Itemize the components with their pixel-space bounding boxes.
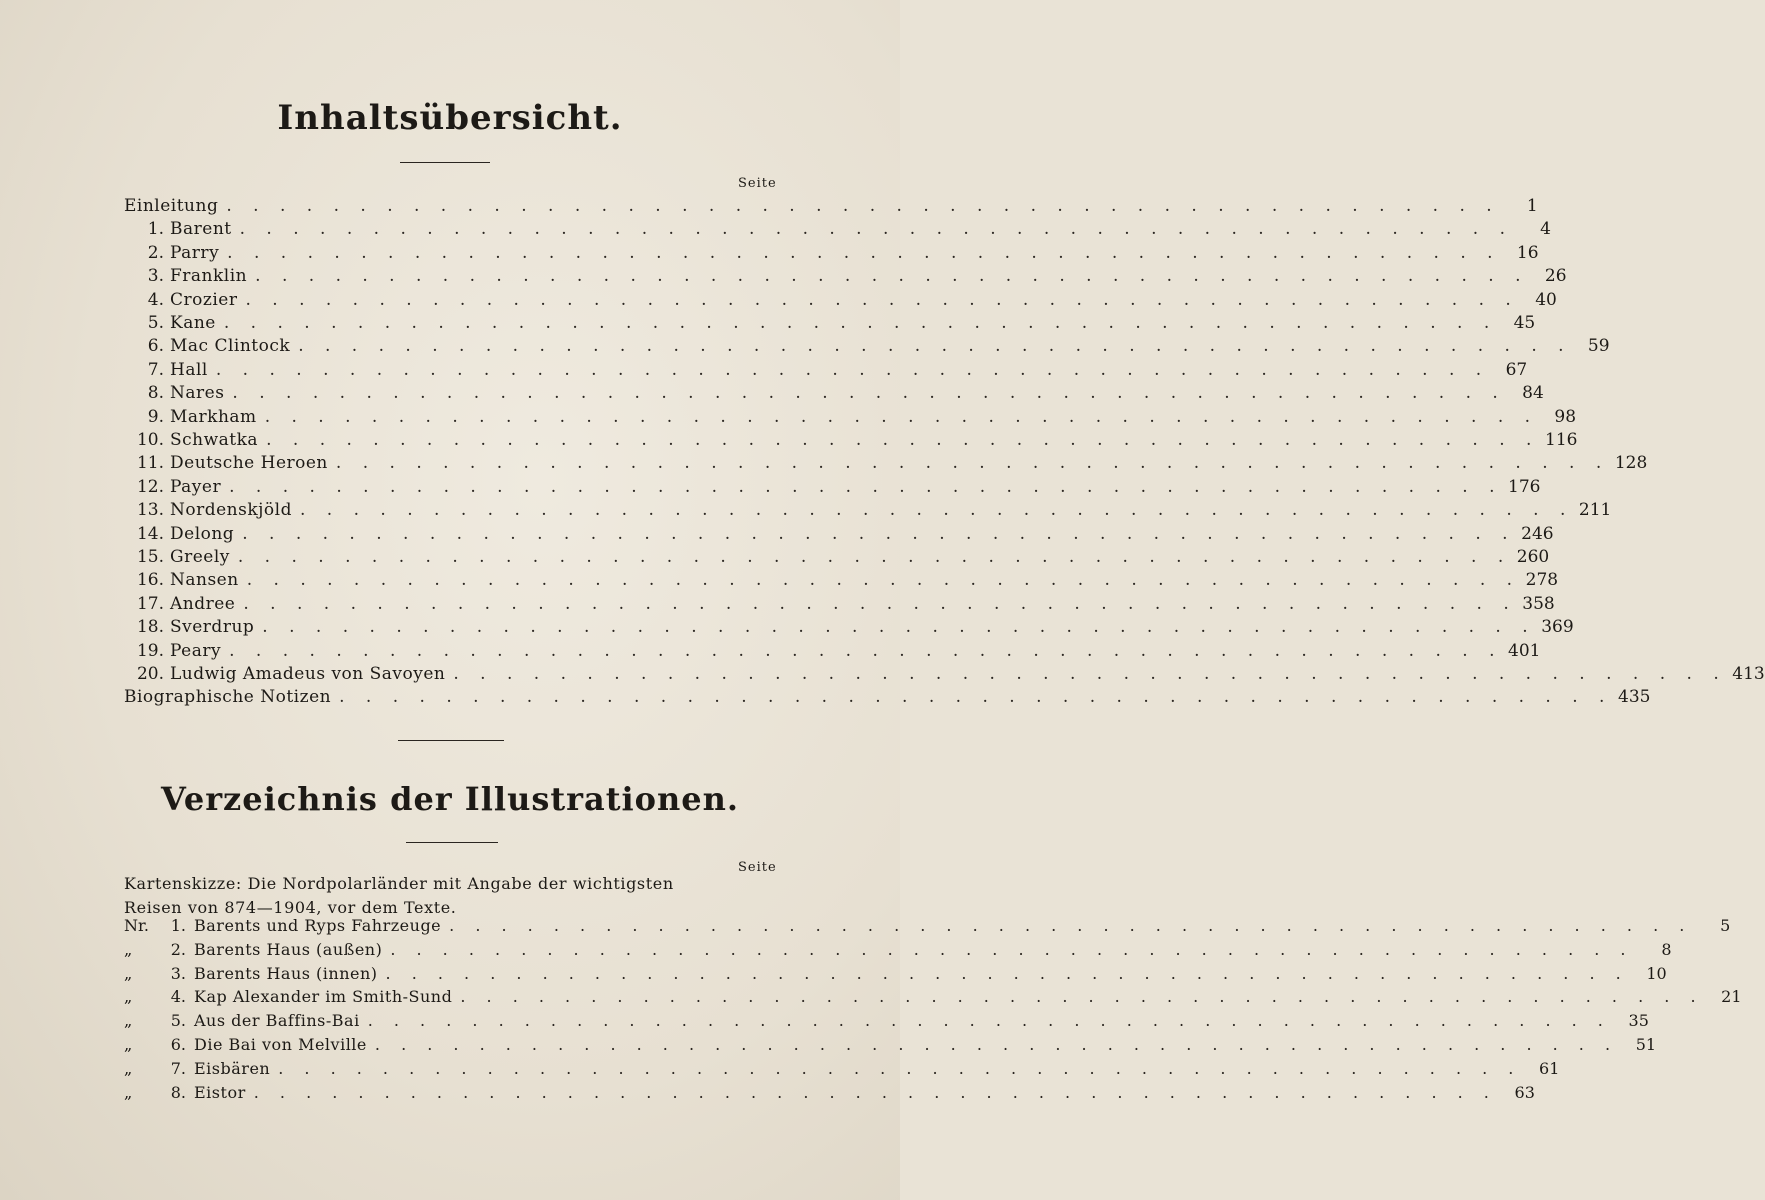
entry-page: 26	[1544, 266, 1567, 287]
entry-number: 5.	[170, 1011, 186, 1031]
illustrations-title: Verzeichnis der Illustrationen.	[160, 780, 740, 818]
entry-title: Andree	[170, 593, 236, 614]
dot-leader: . . . . . . . . . . . . . . . . . . . . . . . . . . . . . . . . . . . . . . . . . . . . . . . .	[223, 313, 1498, 333]
entry-title: Nares	[170, 383, 225, 404]
dot-leader: . . . . . . . . . . . . . . . . . . . . . . . . . . . . . . . . . . . . . . . . . . . . . . . .	[299, 500, 1574, 521]
dot-leader: . . . . . . . . . . . . . . . . . . . . . . . . . . . . . . . . . . . . . . . . . . . . . . . .	[239, 219, 1513, 240]
entry-title: Deutsche Heroen	[170, 453, 328, 474]
entry-page: 369	[1541, 617, 1574, 638]
dot-leader: . . . . . . . . . . . . . . . . . . . . . . . . . . . . . . . . . . . . . . . . . . . . . . . .	[227, 242, 1501, 263]
entry-page: 211	[1578, 500, 1612, 521]
entry-number: 14.	[136, 523, 164, 544]
entry-title: Payer	[170, 476, 222, 497]
illustration-entry	[124, 1082, 1535, 1106]
dot-leader: . . . . . . . . . . . . . . . . . . . . . . . . . . . . . . . . . . . . . . . . . . . . . . . .	[390, 939, 1634, 959]
dot-leader: . . . . . . . . . . . . . . . . . . . . . . . . . . . . . . . . . . . . . . . . . . . . . . . .	[243, 593, 1517, 614]
entry-number: 8.	[170, 1082, 186, 1102]
entry-title: Biographische Notizen	[124, 687, 332, 708]
title-divider	[400, 162, 490, 163]
dot-leader: . . . . . . . . . . . . . . . . . . . . . . . . . . . . . . . . . . . . . . . . . . . . . . . .	[246, 570, 1521, 591]
illustration-entry	[124, 1058, 1560, 1082]
entry-prefix: „	[124, 1058, 133, 1078]
entry-number: 4.	[147, 289, 164, 310]
entry-page: 21	[1721, 987, 1742, 1007]
entry-title: Mac Clintock	[170, 336, 291, 357]
contents-entry	[124, 383, 1544, 406]
contents-entry	[124, 500, 1612, 523]
entry-title: Eistor	[194, 1082, 246, 1102]
entry-page: 1	[1526, 196, 1538, 216]
entry-title: Barents und Ryps Fahrzeuge	[194, 916, 442, 935]
entry-title: Kap Alexander im Smith-Sund	[194, 987, 453, 1007]
entry-number: 18.	[136, 617, 164, 638]
contents-entry	[124, 430, 1578, 453]
entry-number: 9.	[147, 406, 164, 427]
contents-title: Inhaltsübersicht.	[277, 98, 623, 138]
entry-number: 19.	[136, 640, 164, 661]
entry-page: 246	[1521, 523, 1554, 544]
contents-entry	[124, 289, 1557, 313]
contents-entry	[124, 547, 1550, 570]
entry-page: 84	[1522, 383, 1544, 404]
entry-title: Barents Haus (außen)	[194, 939, 383, 959]
contents-entry	[124, 336, 1610, 359]
entry-page: 260	[1516, 547, 1550, 567]
contents-seite-label: Seite	[738, 176, 777, 191]
entry-page: 176	[1508, 476, 1541, 497]
dot-leader: . . . . . . . . . . . . . . . . . . . . . . . . . . . . . . . . . . . . . . . . . . . . . . . .	[226, 196, 1500, 216]
entry-number: 6.	[170, 1035, 186, 1054]
dot-leader: . . . . . . . . . . . . . . . . . . . . . . . . . . . . . . . . . . . . . . . . . . . . . . . .	[335, 453, 1610, 474]
entry-number: 17.	[136, 593, 164, 614]
contents-entry	[124, 406, 1577, 430]
entry-title: Eisbären	[194, 1058, 271, 1078]
contents-entry	[124, 687, 1651, 710]
entry-page: 116	[1545, 430, 1578, 450]
entry-number: 6.	[147, 336, 164, 357]
entry-number: 20.	[136, 664, 164, 684]
entry-page: 358	[1522, 593, 1555, 614]
contents-entry	[124, 359, 1528, 383]
dot-leader: . . . . . . . . . . . . . . . . . . . . . . . . . . . . . . . . . . . . . . . . . . . . . . . .	[237, 547, 1512, 567]
entry-title: Ludwig Amadeus von Savoyen	[170, 664, 446, 684]
entry-page: 413	[1732, 664, 1765, 684]
illustrations-title-divider	[406, 842, 498, 843]
entry-page: 278	[1525, 570, 1559, 591]
illustration-entry	[124, 1011, 1649, 1034]
entry-number: 10.	[136, 430, 164, 450]
illustration-entry	[124, 939, 1672, 963]
entry-title: Markham	[170, 406, 257, 427]
entry-page: 51	[1635, 1035, 1657, 1054]
dot-leader: . . . . . . . . . . . . . . . . . . . . . . . . . . . . . . . . . . . . . . . . . . . . . . . .	[449, 916, 1693, 935]
entry-title: Hall	[170, 359, 208, 380]
dot-leader: . . . . . . . . . . . . . . . . . . . . . . . . . . . . . . . . . . . . . . . . . . . . . . . .	[215, 359, 1490, 380]
entry-number: 8.	[147, 383, 164, 404]
entry-number: 3.	[170, 963, 186, 983]
contents-entry	[124, 313, 1536, 336]
entry-prefix: „	[124, 1035, 133, 1054]
entry-number: 13.	[136, 500, 164, 521]
entry-number: 5.	[147, 313, 164, 333]
contents-entry	[124, 570, 1559, 593]
entry-page: 45	[1513, 313, 1536, 333]
entry-title: Greely	[170, 547, 230, 567]
entry-title: Franklin	[170, 266, 248, 287]
illustration-entry	[124, 1035, 1657, 1058]
entry-number: 2.	[147, 242, 164, 263]
dot-leader: . . . . . . . . . . . . . . . . . . . . . . . . . . . . . . . . . . . . . . . . . . . . . . . .	[339, 687, 1613, 708]
dot-leader: . . . . . . . . . . . . . . . . . . . . . . . . . . . . . . . . . . . . . . . . . . . . . . . .	[264, 406, 1539, 427]
entry-page: 67	[1505, 359, 1528, 380]
contents-entry	[124, 523, 1554, 547]
entry-number: 1.	[170, 916, 186, 935]
entry-page: 4	[1540, 219, 1551, 240]
contents-entry	[124, 266, 1567, 289]
contents-entry	[124, 196, 1538, 219]
entry-number: 1.	[147, 219, 164, 240]
entry-page: 98	[1554, 406, 1577, 427]
entry-number: 7.	[170, 1058, 186, 1078]
entry-page: 40	[1535, 289, 1557, 310]
entry-page: 435	[1618, 687, 1651, 708]
entry-number: 16.	[136, 570, 164, 591]
section-divider	[398, 740, 504, 741]
entry-title: Kane	[170, 313, 216, 333]
entry-page: 401	[1508, 640, 1541, 661]
dot-leader: . . . . . . . . . . . . . . . . . . . . . . . . . . . . . . . . . . . . . . . . . . . . . . . .	[229, 476, 1503, 497]
contents-entry	[124, 476, 1541, 500]
contents-entry	[124, 664, 1765, 687]
dot-leader: . . . . . . . . . . . . . . . . . . . . . . . . . . . . . . . . . . . . . . . . . . . . . . . .	[367, 1011, 1611, 1031]
contents-entry	[124, 453, 1648, 476]
entry-title: Delong	[170, 523, 235, 544]
dot-leader: . . . . . . . . . . . . . . . . . . . . . . . . . . . . . . . . . . . . . . . . . . . . . . . .	[374, 1035, 1619, 1054]
entry-number: 12.	[136, 476, 164, 497]
entry-title: Einleitung	[124, 196, 219, 216]
entry-prefix: „	[124, 1082, 133, 1102]
illustration-entry	[124, 963, 1667, 987]
dot-leader: . . . . . . . . . . . . . . . . . . . . . . . . . . . . . . . . . . . . . . . . . . . . . . . .	[242, 523, 1516, 544]
dot-leader: . . . . . . . . . . . . . . . . . . . . . . . . . . . . . . . . . . . . . . . . . . . . . . . .	[229, 640, 1503, 661]
entry-page: 63	[1514, 1082, 1535, 1102]
map-note: Kartenskizze: Die Nordpolarländer mit Angabe der wichtigsten Reisen von 874—1904, vor dem Texte.	[124, 874, 674, 917]
entry-number: 4.	[170, 987, 186, 1007]
entry-prefix: „	[124, 1011, 133, 1031]
entry-prefix: „	[124, 987, 133, 1007]
dot-leader: . . . . . . . . . . . . . . . . . . . . . . . . . . . . . . . . . . . . . . . . . . . . . . . .	[298, 336, 1572, 357]
dot-leader: . . . . . . . . . . . . . . . . . . . . . . . . . . . . . . . . . . . . . . . . . . . . . . . .	[232, 383, 1506, 404]
entry-number: 11.	[136, 453, 164, 474]
contents-entry	[124, 617, 1574, 640]
entry-page: 61	[1539, 1058, 1560, 1078]
dot-leader: . . . . . . . . . . . . . . . . . . . . . . . . . . . . . . . . . . . . . . . . . . . . . . . .	[460, 987, 1704, 1007]
contents-entry	[124, 242, 1539, 266]
entry-number: 3.	[147, 266, 164, 287]
dot-leader: . . . . . . . . . . . . . . . . . . . . . . . . . . . . . . . . . . . . . . . . . . . . . . . .	[245, 289, 1519, 310]
entry-page: 16	[1516, 242, 1539, 263]
dot-leader: . . . . . . . . . . . . . . . . . . . . . . . . . . . . . . . . . . . . . . . . . . . . . . . .	[266, 430, 1540, 450]
dot-leader: . . . . . . . . . . . . . . . . . . . . . . . . . . . . . . . . . . . . . . . . . . . . . . . .	[385, 963, 1629, 983]
dot-leader: . . . . . . . . . . . . . . . . . . . . . . . . . . . . . . . . . . . . . . . . . . . . . . . .	[253, 1082, 1497, 1102]
entry-prefix: „	[124, 963, 133, 983]
dot-leader: . . . . . . . . . . . . . . . . . . . . . . . . . . . . . . . . . . . . . . . . . . . . . . . .	[278, 1058, 1522, 1078]
entry-page: 35	[1628, 1011, 1649, 1031]
entry-title: Nordenskjöld	[170, 500, 292, 521]
entry-title: Nansen	[170, 570, 239, 591]
entry-title: Barent	[170, 219, 232, 240]
entry-title: Barents Haus (innen)	[194, 963, 378, 983]
contents-entry	[124, 219, 1551, 242]
dot-leader: . . . . . . . . . . . . . . . . . . . . . . . . . . . . . . . . . . . . . . . . . . . . . . . .	[262, 617, 1536, 638]
entry-number: 2.	[170, 939, 186, 959]
entry-page: 59	[1587, 336, 1610, 357]
entry-title: Schwatka	[170, 430, 259, 450]
illustration-entry	[124, 916, 1731, 939]
entry-title: Aus der Baffins-Bai	[194, 1011, 360, 1031]
entry-page: 5	[1720, 916, 1731, 935]
dot-leader: . . . . . . . . . . . . . . . . . . . . . . . . . . . . . . . . . . . . . . . . . . . . . . . .	[453, 664, 1727, 684]
entry-title: Peary	[170, 640, 222, 661]
illustration-entry	[124, 987, 1742, 1010]
contents-entry	[124, 593, 1555, 617]
entry-page: 128	[1614, 453, 1648, 474]
entry-number: 7.	[147, 359, 164, 380]
illustrations-seite-label: Seite	[738, 860, 777, 875]
entry-number: 15.	[136, 547, 164, 567]
entry-title: Sverdrup	[170, 617, 255, 638]
entry-prefix: Nr.	[124, 916, 149, 935]
entry-prefix: „	[124, 939, 133, 959]
contents-entry	[124, 640, 1541, 664]
dot-leader: . . . . . . . . . . . . . . . . . . . . . . . . . . . . . . . . . . . . . . . . . . . . . . . .	[255, 266, 1529, 287]
entry-title: Parry	[170, 242, 220, 263]
entry-page: 8	[1661, 939, 1672, 959]
entry-title: Die Bai von Melville	[194, 1035, 367, 1054]
entry-page: 10	[1646, 963, 1667, 983]
entry-title: Crozier	[170, 289, 238, 310]
